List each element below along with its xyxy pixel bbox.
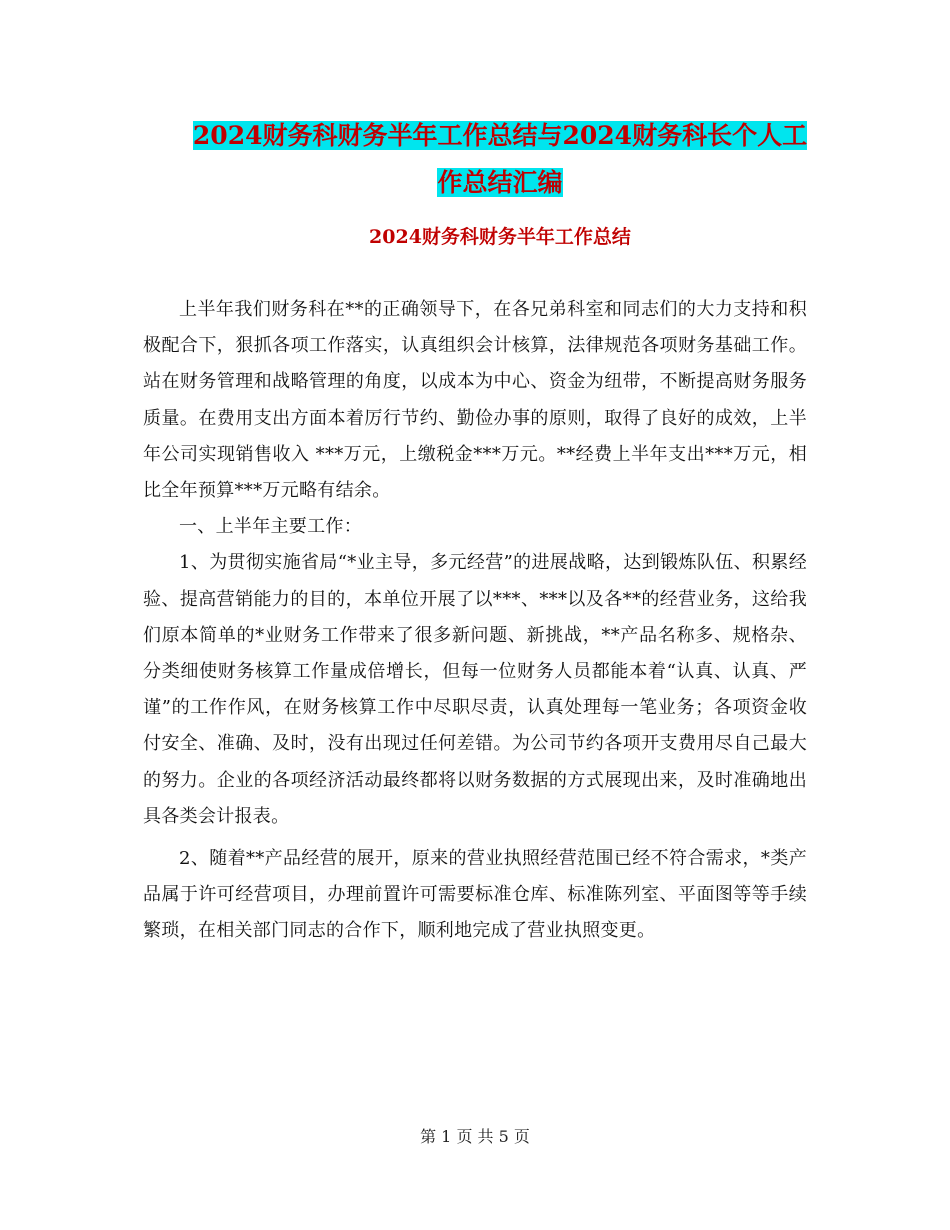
document-title (120, 112, 880, 206)
paragraph-heading-main-work: 一、上半年主要工作： (179, 516, 362, 538)
document-body (143, 292, 807, 950)
document-title-line-2: 作总结汇编 (437, 168, 563, 197)
paragraph-item-1: 1、为贯彻实施省局“*业主导，多元经营”的进展战略，达到锻炼队伍、积累经验、提高营销能力的目的，本单位开展了以***、***以及各**的经营业务，这给我们原本简单的*业财务工作带来了很多新问题、新挑战，**产品名称多、规格杂、分类细使财务核算工作量成倍增长，但每一位财务人员都能本着“认真、认真、严谨”的工作作风，在财务核算工作中尽职尽责，认真处理每一笔业务；各项资金收付安全、准确、及时，没有出现过任何差错。为公司节约各项开支费用尽自己最大的努力。企业的各项经济活动最终都将以财务数据的方式展现出来，及时准确地出具各类会计报表。 (143, 552, 807, 827)
paragraph-item-2: 2、随着**产品经营的展开，原来的营业执照经营范围已经不符合需求，*类产品属于许可经营项目，办理前置许可需要标准仓库、标准陈列室、平面图等等手续繁琐，在相关部门同志的合作下，顺利地完成了营业执照变更。 (143, 848, 807, 942)
section-title: 2024财务科财务半年工作总结 (369, 226, 631, 248)
document-title-line-1: 2024财务科财务半年工作总结与2024财务科长个人工 (192, 121, 808, 150)
paragraph-intro: 上半年我们财务科在**的正确领导下，在各兄弟科室和同志们的大力支持和积极配合下，狠抓各项工作落实，认真组织会计核算，法律规范各项财务基础工作。站在财务管理和战略管理的角度，以成本为中心、资金为纽带，不断提高财务服务质量。在费用支出方面本着厉行节约、勤俭办事的原则，取得了良好的成效，上半年公司实现销售收入 ***万元，上缴税金***万元。**经费上半年支出***万元，相比全年预算***万元略有结余。 (143, 299, 807, 502)
page-number-footer: 第 1 页 共 5 页 (420, 1127, 530, 1146)
